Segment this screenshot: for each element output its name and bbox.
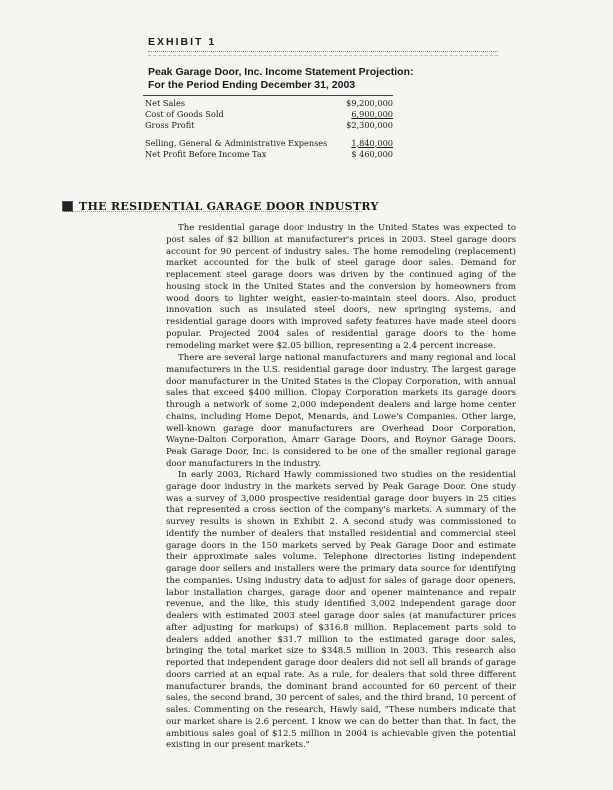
section-underline (62, 211, 362, 212)
row-label: Gross Profit (145, 120, 195, 131)
row-value: $ 460,000 (351, 148, 393, 159)
row-label: Net Profit Before Income Tax (145, 148, 267, 159)
table-top-rule (143, 95, 393, 96)
paragraph-text: The residential garage door industry in the United States was expected to post sales of $2 billion at manufacturer's prices in 2003. Steel garage doors account for 90 percent of industry sales. The home remodeling (replacement) market accounted for the bulk of steel garage door sales. Demand for replacement steel garage doors was driven by the continued aging of the housing stock in the United States and the conversion by homeowners from wood doors to lighter weight, easier-to-maintain steel doors. Also, product innovation such as insulated steel doors, new springing systems, and residential garage doors with improved safety features have made steel doors popular. Projected 2004 sales of residential garage doors to the home remodeling market were $2.05 billion, representing a 2.4 percent increase. (166, 223, 516, 351)
section-heading-text: THE RESIDENTIAL GARAGE DOOR INDUSTRY (79, 200, 379, 213)
paragraph-3 (166, 470, 516, 752)
paragraph-text: There are several large national manufacturers and many regional and local manufacturers in the U.S. residential garage door industry. The largest garage door manufacturer in the United States is the Clopay Corporation, with annual sales that exceed $400 million. Clopay Corporation markets its garage doors through a network of some 2,000 independent dealers and large home center chains, including Home Depot, Menards, and Lowe's Companies. Other large, well-known garage door manufacturers are Overhead Door Corporation, Wayne-Dalton Corporation, Amarr Garage Doors, and Roynor Garage Doors. Peak Garage Door, Inc. is considered to be one of the smaller regional garage door manufacturers in the industry. (166, 353, 516, 469)
table-row (145, 98, 393, 109)
income-statement-table (145, 98, 393, 160)
exhibit-title-line-1: Peak Garage Door, Inc. Income Statement Projection: (148, 66, 414, 78)
table-row (145, 149, 393, 160)
paragraph-1 (166, 223, 516, 352)
exhibit-label: EXHIBIT 1 (148, 36, 217, 48)
row-value: 6,900,000 (351, 109, 393, 120)
table-row (145, 120, 393, 131)
row-value: $9,200,000 (346, 98, 393, 108)
exhibit-title-line-2: For the Period Ending December 31, 2003 (148, 79, 356, 91)
paragraph-2 (166, 353, 516, 471)
scan-noise-rule (148, 51, 498, 56)
paragraph-text: In early 2003, Richard Hawly commissioned two studies on the residential garage door industry in the markets served by Peak Garage Door. One study was a survey of 3,000 prospective residential garage door buyers in 25 cities that represented a cross section of the company's markets. A summary of the survey results is shown in Exhibit 2. A second study was commissioned to identify the number of dealers that installed residential and commercial steel garage doors in the 150 markets served by Peak Garage Door and estimate their approximate sales volume. Telephone directories listing independent garage door sellers and installers were the primary data source for identifying the companies. Using industry data to adjust for sales of garage door openers, labor installation charges, garage door and opener maintenance and repair revenue, and the like, this study identified 3,002 independent garage door dealers with estimated 2003 steel garage door sales (at manufacturer prices after adjusting for markups) of $316.8 million. Replacement parts sold to dealers added another $31.7 million to the estimated garage door sales, bringing the total market size to $348.5 million in 2003. This research also reported that independent garage door dealers did not sell all brands of garage doors carried at an equal rate. As a rule, for dealers that sold three different manufacturer brands, the dominant brand accounted for 60 percent of their sales, the second brand, 30 percent of sales, and the third brand, 10 percent of sales. Commenting on the research, Hawly said, "These numbers indicate that our market share is 2.6 percent. I know we can do better than that. In fact, the ambitious sales goal of $12.5 million in 2004 is achievable given the potential existing in our present markets." (166, 470, 516, 751)
row-value: $2,300,000 (346, 120, 393, 131)
table-row (145, 109, 393, 120)
exhibit-title (148, 66, 414, 92)
row-label: Net Sales (145, 98, 186, 108)
row-label: Cost of Goods Sold (145, 109, 224, 120)
table-row (145, 138, 393, 149)
row-label: Selling, General & Administrative Expenses (145, 137, 328, 148)
row-value: 1,840,000 (351, 137, 393, 148)
